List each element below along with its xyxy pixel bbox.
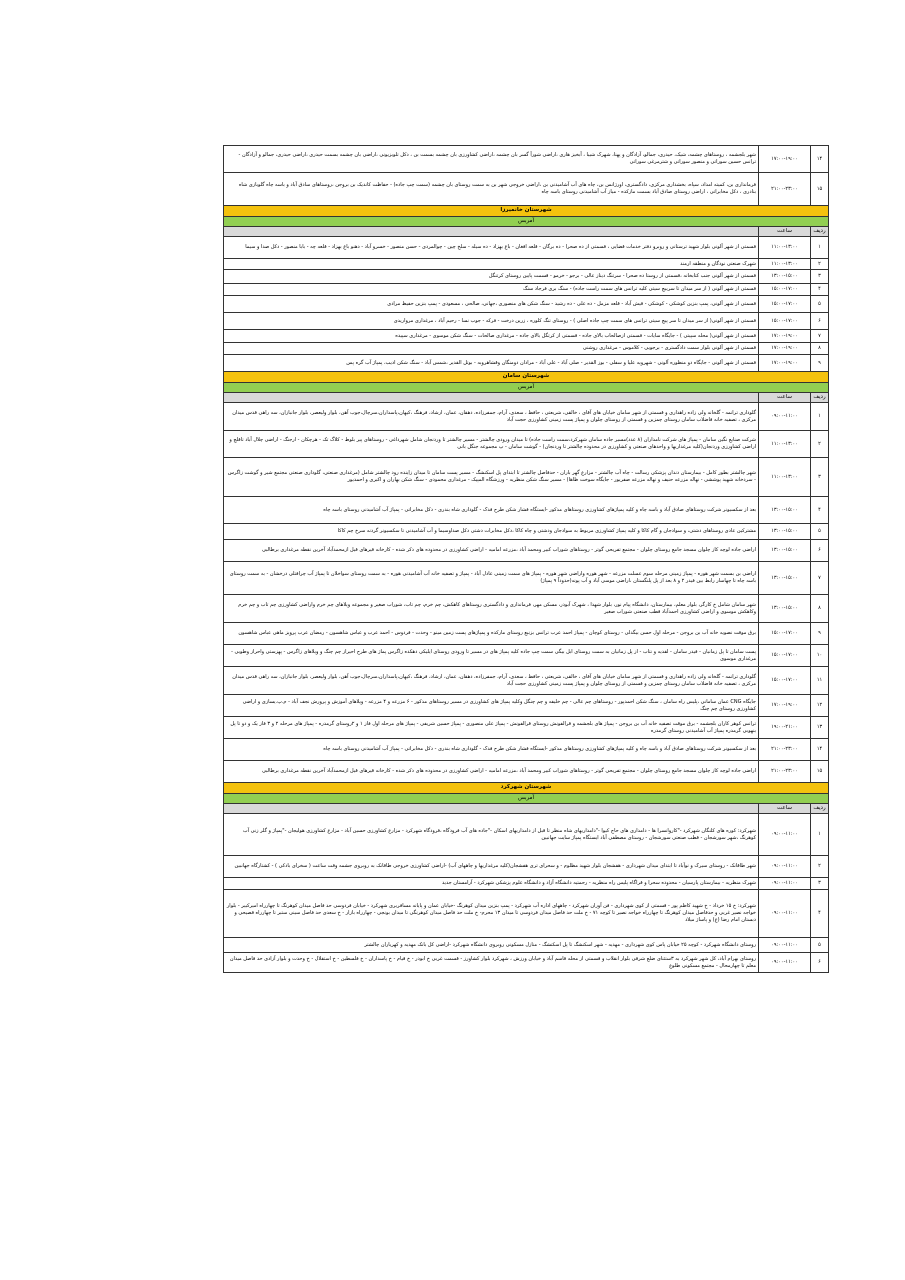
outage-areas: روستای دانشگاه شهرکرد - کوچه ۲۵ خیابان پاس کوی شهرداری - مهدیه - شهر اسکنشگ تا پل اسکنشگ - منازل مسکونی روبروی دانشگاه شهرکرد -اراضی کل بانک مهدیه و کهریاران چالشتر — [224, 938, 759, 953]
time-range: ۱۱:۰۰-۱۳:۰۰ — [759, 458, 811, 497]
time-range: ۰۹:۰۰-۱۱:۰۰ — [759, 856, 811, 878]
outage-areas: شرکت صنایع نگین سامان - پمپاژ های شرکت نامداران (۸ عدد)مسیر جاده سامان شهرکرد،سمت راست جاده) تا میدان ورودی چالشتر - مسیر چالشتر تا وردنجان شامل شهرداغی - روستاهای پیر بلوط - کلاگ تک - هرچکان - ارجنگ - اراضی چلال آباد تاقلچ و اراضی کشاورزی وردنجان(کلیه مرغداریها و واحدهای صنعتی و کشاورزی در محدوده چالشتر تا وردنجان) - گوشت سامان - پ مجموعه جنگل بانی — [224, 431, 759, 458]
time-range: ۱۳:۰۰-۱۵:۰۰ — [759, 595, 811, 623]
table-row — [224, 761, 829, 783]
row-number: ۵ — [811, 524, 829, 540]
outage-areas: شهرک صنعتی نوذگان و منطقه ارمند — [224, 259, 759, 270]
time-range: ۰۹:۰۰-۱۱:۰۰ — [759, 814, 811, 856]
row-number: ۸ — [811, 595, 829, 623]
outage-areas: قسمتی از شهر آلونی - جایگاه دو منظوره آلونی - شهرویه علیا و سفلی - بوز القدیر - صلی آباد - علی آباد - مرادان دومنگان وقشاهروبه - بوتل القدیر ،شمس آباد - سنگ شکن ادیب، پمپاژ آب گره پس — [224, 355, 759, 372]
city-header-row — [224, 372, 829, 383]
row-number: ۴ — [811, 497, 829, 524]
row-number: ۵ — [811, 296, 829, 313]
time-range: ۱۷:۰۰-۱۹:۰۰ — [759, 330, 811, 343]
table-row — [224, 146, 829, 173]
outage-areas: قسمتی از شهر آلونی ( از سر میدان تا سربیچ سیتی کلیه ترانس های سمت راست جاده) - سنگ بری فرجاد سنگ — [224, 284, 759, 296]
time-range: ۱۳:۰۰-۱۵:۰۰ — [759, 540, 811, 562]
row-number: ۳ — [811, 270, 829, 284]
outage-areas: برق موقت نصویه خانه آب بن بروجن - مرحله اول حسن بیگدلی - روستای کوچان - پمپاژ احمد عرب ترانس بزنبع روستای ماركده و پمپاژهای پست زمین مینو - وحدت - فردوس - احمد عرب و عباس شاهسون - رمضان عرب پرویز ماهی عباس شاهسون — [224, 623, 759, 645]
table-row — [224, 953, 829, 973]
time-range: ۲۱:۰۰-۲۳:۰۰ — [759, 173, 811, 206]
row-number: ۶ — [811, 953, 829, 973]
row-number: ۱ — [811, 403, 829, 431]
column-header-row — [224, 393, 829, 403]
time-range: ۲۱:۰۰-۲۳:۰۰ — [759, 739, 811, 761]
time-range: ۰۹:۰۰-۱۱:۰۰ — [759, 953, 811, 973]
district-row — [224, 217, 829, 227]
row-number: ۱۱ — [811, 667, 829, 695]
outage-areas: مشترکین عادی روستاهای دشتی، و سوادجان و گام کاکا و کلیه پمپاژ کشاورزی مربوط به سوادجان ودشتی و چاه کاکا ،دکل مخابرات دشتی دکل صداوسیما و آب آشامیدنی تا سکسیونر گردنه سرخ چم کاکا — [224, 524, 759, 540]
outage-areas: قسمتی از شهر آلونی( از سر میدان تا سر پیچ سیتی ترانس های سمت چپ جاده اصلی ) - روستای تنگ کلوره ، زرین درخت - فرکه - جوب نسا - رحیم آباد ، مرغداری مرواریدی — [224, 313, 759, 330]
table-row — [224, 667, 829, 695]
time-range: ۱۷:۰۰-۱۹:۰۰ — [759, 355, 811, 372]
time-range: ۰۹:۰۰-۱۱:۰۰ — [759, 938, 811, 953]
row-number: ۹ — [811, 623, 829, 645]
time-range: ۰۹:۰۰-۱۱:۰۰ — [759, 878, 811, 890]
col-row-header: ردیف — [811, 227, 829, 237]
row-number: ۳ — [811, 878, 829, 890]
col-row-header: ردیف — [811, 804, 829, 814]
col-row-header: ردیف — [811, 393, 829, 403]
outage-areas: اراضی جاده لوچه کاز چلوان مسجد جامع روستای چلوان - مجتمع تفریحی گوتر - روستاهای شوراب کبیر ومحمد آباد ،مزرعه امامیه - اراضی کشاورزی در محدوده های ذکر شده - کارخانه قیرهای قیل ازمحمدآباد آخرین نقطه مرغداری برطالبی — [224, 761, 759, 783]
table-row — [224, 497, 829, 524]
column-header-row — [224, 227, 829, 237]
district-title: آمربس — [224, 383, 829, 393]
time-range: ۱۳:۰۰-۱۵:۰۰ — [759, 524, 811, 540]
time-range: ۱۷:۰۰-۱۹:۰۰ — [759, 695, 811, 717]
row-number: ۲ — [811, 259, 829, 270]
table-row — [224, 717, 829, 739]
city-title: شهرستان شهرکرد — [224, 783, 829, 794]
district-title: آمربس — [224, 794, 829, 804]
row-number: ۷ — [811, 330, 829, 343]
time-range: ۱۵:۰۰-۱۷:۰۰ — [759, 284, 811, 296]
row-number: ۳ — [811, 458, 829, 497]
time-range: ۱۵:۰۰-۱۷:۰۰ — [759, 296, 811, 313]
outage-areas: قسمتی از شهر آلونی بلوار سمت دادگستری - برجویی - کلاموس - مرغداری روشنی — [224, 343, 759, 355]
time-range: ۱۱:۰۰-۱۳:۰۰ — [759, 259, 811, 270]
row-number: ۴ — [811, 890, 829, 938]
outage-areas: اراضی بن بسمت شهر هوره - پمپاژ زمینی مرحله سوم عسلت مزرعه - شهر هوره واراضی شهر هوره - پمپاژ های سمت زمینی عادل آباد - پمپاژ و تصفیه خانه آب آشامیدنی هوره - به سمت روستای سواخلان تا پمپاژ آب چرافتلی درخشان - به سمت روستای باسه چاه تا چهاسار رابط بین فیدر ۲ و ۸ بعد از پل پلنگستان ،اراضی موسی آباد و آب پونه(حدوداً ۹ پمپاژ) — [224, 562, 759, 595]
outage-schedule-table — [223, 145, 829, 973]
row-number: ۲ — [811, 431, 829, 458]
time-range: ۱۳:۰۰-۱۵:۰۰ — [759, 497, 811, 524]
outage-areas: شهر بلجشمه ، روستاهای چشمه، شیک، حیدری، جمالو، آزادگان و پهنا، شهرک شیبا ، آبخیز هاری ،اراضی شورآ گسر بان چشمه ،اراضی کشاورزی بان چشمه بسمت بن ، دکل تلوبزیونی ،اراضی بان چشمه بسمت حیدری ،اراضی حیدری، جمالو و آزادگان - ترانس حسین سوراتی و منصور سوراتی و شترمرغی سوراتی — [224, 146, 759, 173]
table-row — [224, 623, 829, 645]
table-row — [224, 595, 829, 623]
schedule-body — [224, 146, 829, 973]
row-number: ۱۵ — [811, 761, 829, 783]
outage-areas: قسمتی از شهر آلونی( محله سپیتی ) - جایگاه سایات - قسمتی ازصالحاب بالای جاده - قسمتی از کرتگل بالای جاده - مرغداری صالحات - سنگ شکن موسوی - مرغداری سپیده — [224, 330, 759, 343]
time-range: ۰۹:۰۰-۱۱:۰۰ — [759, 890, 811, 938]
time-range: ۱۷:۰۰-۱۹:۰۰ — [759, 343, 811, 355]
row-number: ۲ — [811, 856, 829, 878]
time-range: ۲۱:۰۰-۲۳:۰۰ — [759, 761, 811, 783]
outage-areas: اراضی جاده لوچه کاز چلوان مسجد جامع روستای چلوان - مجتمع تفریحی گوتر - روستاهای شوراب کبیر ومحمد آباد ،مزرعه امامیه - اراضی کشاورزی در محدوده های ذکر شده - کارخانه قیرهای قیل ازمحمدآباد آخرین نقطه مرغداری برطالبی — [224, 540, 759, 562]
row-number: ۱۵ — [811, 173, 829, 206]
row-number: ۶ — [811, 313, 829, 330]
city-title: شهرستان سامان — [224, 372, 829, 383]
table-row — [224, 355, 829, 372]
outage-areas: گلوداری ترانمه - گلخانه ولی زاده راهداری و قسمتی از شهر سامان خیابان های آقای ، خالقی، شریعتی ، حافظ ، سعدی، آرام، جمفرزاده، دهقان، عمان، ارشاد، فرهنگ ،کیهان،پاسداران،سرچال،جوب آهن، بلوار ولیعصر، بلوار جانبازان، سه راهی قدس میدان مرکزی ، تصفیه خانه فاضلاب سامان روستای چمزین و قسمتی از روستای چلوان و پمپاژ پست زمینی کشاورزی حجت آباد — [224, 403, 759, 431]
table-row — [224, 739, 829, 761]
time-range: ۱۵:۰۰-۱۷:۰۰ — [759, 623, 811, 645]
row-number: ۱۰ — [811, 645, 829, 667]
table-row — [224, 237, 829, 259]
outage-areas: گلوداری ترانمه - گلخانه ولی زاده راهداری و قسمتی از شهر سامان خیابان های آقای ، خالقی، شریعتی ، حافظ ، سعدی، آرام، جمفرزاده، دهقان، عمان، ارشاد، فرهنگ ،کیهان،پاسداران،سرچال،جوب آهن، بلوار ولیعصر، بلوار جانبازان، سه راهی قدس میدان مرکزی ، تصفیه خانه فاضلاب سامان روستای چمزین و قسمتی از روستای چلوان و پمپاژ پست زمینی کشاورزی حجت آباد — [224, 667, 759, 695]
outage-areas: قسمتی از شهر آلونی بلوار شهید ترستانی و روبرو دفتر خدمات قضایی ، قسمتی از ده صحرا - ده برگان - قلعه افغان - باغ بهزاد - ده سیله - سلخ چین - چوالمردی - حسن منصور - خسرو آباد - دهنو باغ بهزاد - قلعه چه - بابا منصور - دکل صدا و سیما — [224, 237, 759, 259]
time-range: ۱۵:۰۰-۱۷:۰۰ — [759, 313, 811, 330]
outage-areas: شهرک منظریه - بیمارستان پارسیان - محدوده سحرا و قراگاه پلیس راه منظریه - رحمتیه دانشگاه آزاد و دانشگاه علوم پزشکی شهرکرد - آرامستان جدید — [224, 878, 759, 890]
table-row — [224, 878, 829, 890]
time-range: ۱۳:۰۰-۱۵:۰۰ — [759, 270, 811, 284]
row-number: ۴ — [811, 284, 829, 296]
col-desc-header — [224, 227, 759, 237]
outage-areas: جایگاه CNG عمان سامانی ،پلیس راه سامان ، سنگ شکن احمدپور - روستاهای چم عالی - چم خلیفه و چم چنگل وکلیه پمپاژ های کشاورزی در مسیر روستاهای مذکور - ۶ مزرعه و ۴ مزرعه - ویلاهای آموزش و پرورش نجف آباد - م.پ.یسازی و اراضی کشاورزی روستای چم چنگ — [224, 695, 759, 717]
table-row — [224, 458, 829, 497]
row-number: ۱ — [811, 814, 829, 856]
row-number: ۱۴ — [811, 739, 829, 761]
table-row — [224, 343, 829, 355]
table-row — [224, 313, 829, 330]
row-number: ۹ — [811, 355, 829, 372]
time-range: ۱۳:۰۰-۱۵:۰۰ — [759, 562, 811, 595]
outage-areas: ترانس کوهر کاران بلجشمه - برق موقت تصفیه خانه آب بن بروجن - پمپاژ های بلجشمه و قرالفونش روستای قرالفونش - پمپاژ علی منصوری - پمپاژ حسین شریفی - پمپاژ های مرحله اول فاز ۱ و ۲روستای گرمدره - پمپاژ های مرحله ۲ و ۳ فاز یک و دو تا پل بنهوبی گرمدره پمپاژ آب آشامیدنی روستای گرمدره — [224, 717, 759, 739]
table-row — [224, 403, 829, 431]
row-number: ۵ — [811, 938, 829, 953]
table-row — [224, 695, 829, 717]
col-time-header: ساعت — [759, 227, 811, 237]
table-row — [224, 259, 829, 270]
outage-areas: شهرکرد: خ ۱۵ خرداد - خ شهید کاظم پور - قسمتی از کوی شهرداری - فن آوران شهرکرد - چاههای اداره آب شهرکرد - پمپ بنزین میدان کوهرنگ -خیابان عمان و پایانه مسافربری شهرکرد - خیابان فردوسی حد فاصل میدان کوهرنگ تا چهارراه امیرکبیر - بلوار خواجه نصیر غربی و حدفاصل میدان کوهرنگ تا چهارراه خواجه نصیر تا کوچه ۷۱ - خ ملت حد فاصل میدان فردوسی تا میدان ۱۳ محرم- خ ملت حد فاصل میدان کوهرنگی تا میدان بونجی - چهارراه بازار - خ سعدی حد فاصل سینی ستبر تا چهارراه قصیحی و دبستان امام رضا (ع) و پاساژ میلاد — [224, 890, 759, 938]
table-row — [224, 173, 829, 206]
row-number: ۸ — [811, 343, 829, 355]
col-desc-header — [224, 393, 759, 403]
city-header-row — [224, 206, 829, 217]
table-row — [224, 284, 829, 296]
table-row — [224, 270, 829, 284]
outage-areas: قسمتی از شهر آلونی، پمپ بنزین کوشکی - کوشکی - قیش آباد - قلعه مزمل - ده علی - ده رشید - سنگ شکن های منصوری ،جهانی، صالحی ، مسعودی - پمپ بنزین حفیظ مرادی — [224, 296, 759, 313]
table-row — [224, 562, 829, 595]
row-number: ۶ — [811, 540, 829, 562]
outage-schedule-page — [223, 145, 829, 973]
row-number: ۱۴ — [811, 146, 829, 173]
table-row — [224, 524, 829, 540]
outage-areas: بعد از سکسیونر شرکت روستاهای صادق آباد و باسه چاه و کلیه پمپاژهای کشاورزی روستاهای مذکور -ایستگاه فشار شکن طرح فدک - گلوداری شاه بندری - دکل مخابراتی - پمپاژ آب آشامیدنی روستای باسه چاه — [224, 497, 759, 524]
time-range: ۱۹:۰۰-۲۱:۰۰ — [759, 717, 811, 739]
time-range: ۱۷:۰۰-۱۹:۰۰ — [759, 146, 811, 173]
city-title: شهرستان خانمیرزا — [224, 206, 829, 217]
time-range: ۱۱:۰۰-۱۳:۰۰ — [759, 237, 811, 259]
outage-areas: قسمتی از شهر آلونی جنب کتابخانه ،قسمتی از روستا ده صحرا - سرتنگ دیناز عالی - برجو - خرمو - قسمت پایین روستای کرتنگل — [224, 270, 759, 284]
table-row — [224, 814, 829, 856]
row-number: ۱ — [811, 237, 829, 259]
table-row — [224, 856, 829, 878]
outage-areas: شهر طاقانک - روستای سیرک و نوآباد تا ابتدای میدان شهرداری - هفشجان بلوار شهید مظلوم - و سحرای تری هفشجان(کلیه مرغداریها و چاههای آب) -اراضی کشاورزی خروجی طاقانک به روبروی جشمه وقت ساعت ( سخرای بادکی ) - کشتارگاه جهانبین — [224, 856, 759, 878]
district-row — [224, 794, 829, 804]
district-title: آمربس — [224, 217, 829, 227]
table-row — [224, 645, 829, 667]
table-row — [224, 938, 829, 953]
row-number: ۱۲ — [811, 695, 829, 717]
col-time-header: ساعت — [759, 804, 811, 814]
city-header-row — [224, 783, 829, 794]
table-row — [224, 296, 829, 313]
table-row — [224, 431, 829, 458]
column-header-row — [224, 804, 829, 814]
outage-areas: شهرکرد: کوره های کلنگان شهرکرد -"کاروانسرا ها - دامداری های حاج کیوا -"دامداریهای شاه منظر تا قبل از دامداریهای اسکان -"جاده های آب فرودگاه ،فرودگاه شهرکرد - مزارع کشاورزی حسین آباد - مزارع کشاورزی هولیجان -"پمپاژ و گلر زنی آب کوهرنگ ،شهر سورشجان - قطب صنعتی سورشجان - روستای مصطفی آباد ایستگاه پمپاژ سایت جهانبین — [224, 814, 759, 856]
time-range: ۱۵:۰۰-۱۷:۰۰ — [759, 667, 811, 695]
col-time-header: ساعت — [759, 393, 811, 403]
table-row — [224, 330, 829, 343]
row-number: ۷ — [811, 562, 829, 595]
district-row — [224, 383, 829, 393]
outage-areas: روستای بهرام آباد، کل شهر شهرکرد به ۳ستثنای ضلع شرقی بلوار انقلاب و قسمتی از محله قاسم آباد و خیابان ورزش ، شهرکرد بلوار کشاورز - قسمت غربی خ ابوذر - خ قیام - خ پاسداران - خ فلسطین - خ استقلال - خ وحدت و بلوار آزادی حد فاصل میدان معلم تا چهارمحال - مجتمع مسکونی طلوع — [224, 953, 759, 973]
table-row — [224, 540, 829, 562]
time-range: ۰۹:۰۰-۱۱:۰۰ — [759, 403, 811, 431]
time-range: ۱۵:۰۰-۱۷:۰۰ — [759, 645, 811, 667]
table-row — [224, 890, 829, 938]
outage-areas: بعد از سکسیونر شرکت روستاهای صادق آباد و باسه چاه و کلیه پمپاژهای کشاورزی روستاهای مذکور -ایستگاه فشار شکن طرح فدک - گلوداری شاه بندری - دکل مخابراتی - پمپاژ آب آشامیدنی روستای باسه چاه — [224, 739, 759, 761]
outage-areas: فرمانداری بن، کمیته امداد، سپاه، بخشداری مرکزی، دادگستری، اورژانس بن، چاه های آب آشامیدنی بن ،اراضی خروجی شهر بن به سمت روستای بان چشمه (سمت چپ جاده) - حفاظت کانديک بن بروجن ،روستاهای سادق آباد و باسه چاه گلوبازی شاه بنادری ، دکل مخابراتی ، اراضی روستای صادق آباد بسمت مازکده - میاز آب آشامیدنی روستای باسه چاه — [224, 173, 759, 206]
time-range: ۱۱:۰۰-۱۳:۰۰ — [759, 431, 811, 458]
outage-areas: شهر سامان شامل خ کارگر، بلوار معلم، بیمارستان، دانشگاه پیام نور، بلوار شهدا ، شهرک آبوذر، مسکن مهر، فرمانداری و دادگستری روستاهای کاهکش، چم خرم، چم تاب، شوراب صغیر و مجموعه ویلاهای چم خرم واراضی کشاورزی چم تاب و چم خرم وکاهکش موسوی و اراضی کشاورزی احمدآباد قطب صنعتی شوراب صغیر — [224, 595, 759, 623]
col-desc-header — [224, 804, 759, 814]
row-number: ۱۳ — [811, 717, 829, 739]
outage-areas: پست سامان تا پل زمانیان - فیدر سامان - لقدیه و نتاب - از پل زمانیان به سمت روستای ابل بیگی سمت چپ جاده کلیه پمپاژ های در مسیر تا ورودی روستای ایلیکی دهکده زاگرس پماژ های طرح احیراز چم چنگ و ویلاهای زاگرس - پهزستی واحراز وطوبی - مرغداری موسوی — [224, 645, 759, 667]
outage-areas: شهر چالشتر بطور کامل - بیمارستان دندان پزشکی رسالت - چاه آب چالشتر - مزارع گهر باران - حدفاصل چالشتر تا ابتدای پل اسکنشگ - مسیر پست سامان تا میدان زاینده رود چالشتر شامل (مرغداری صنعتی، گلوداری صنعتی مجتمع شیر و گوشت زاگرس - سردخانه شهید پوششی - نهاله مزرعه حنیف و نهاله مزرعه صفریور - جایگاه سوخت ظاها) - مسیر سنگ شکن منظریه - ورزشگاه المپیک - مرغداری محمودی - سنگ شکن بهاران و اکبری و احمدیور — [224, 458, 759, 497]
